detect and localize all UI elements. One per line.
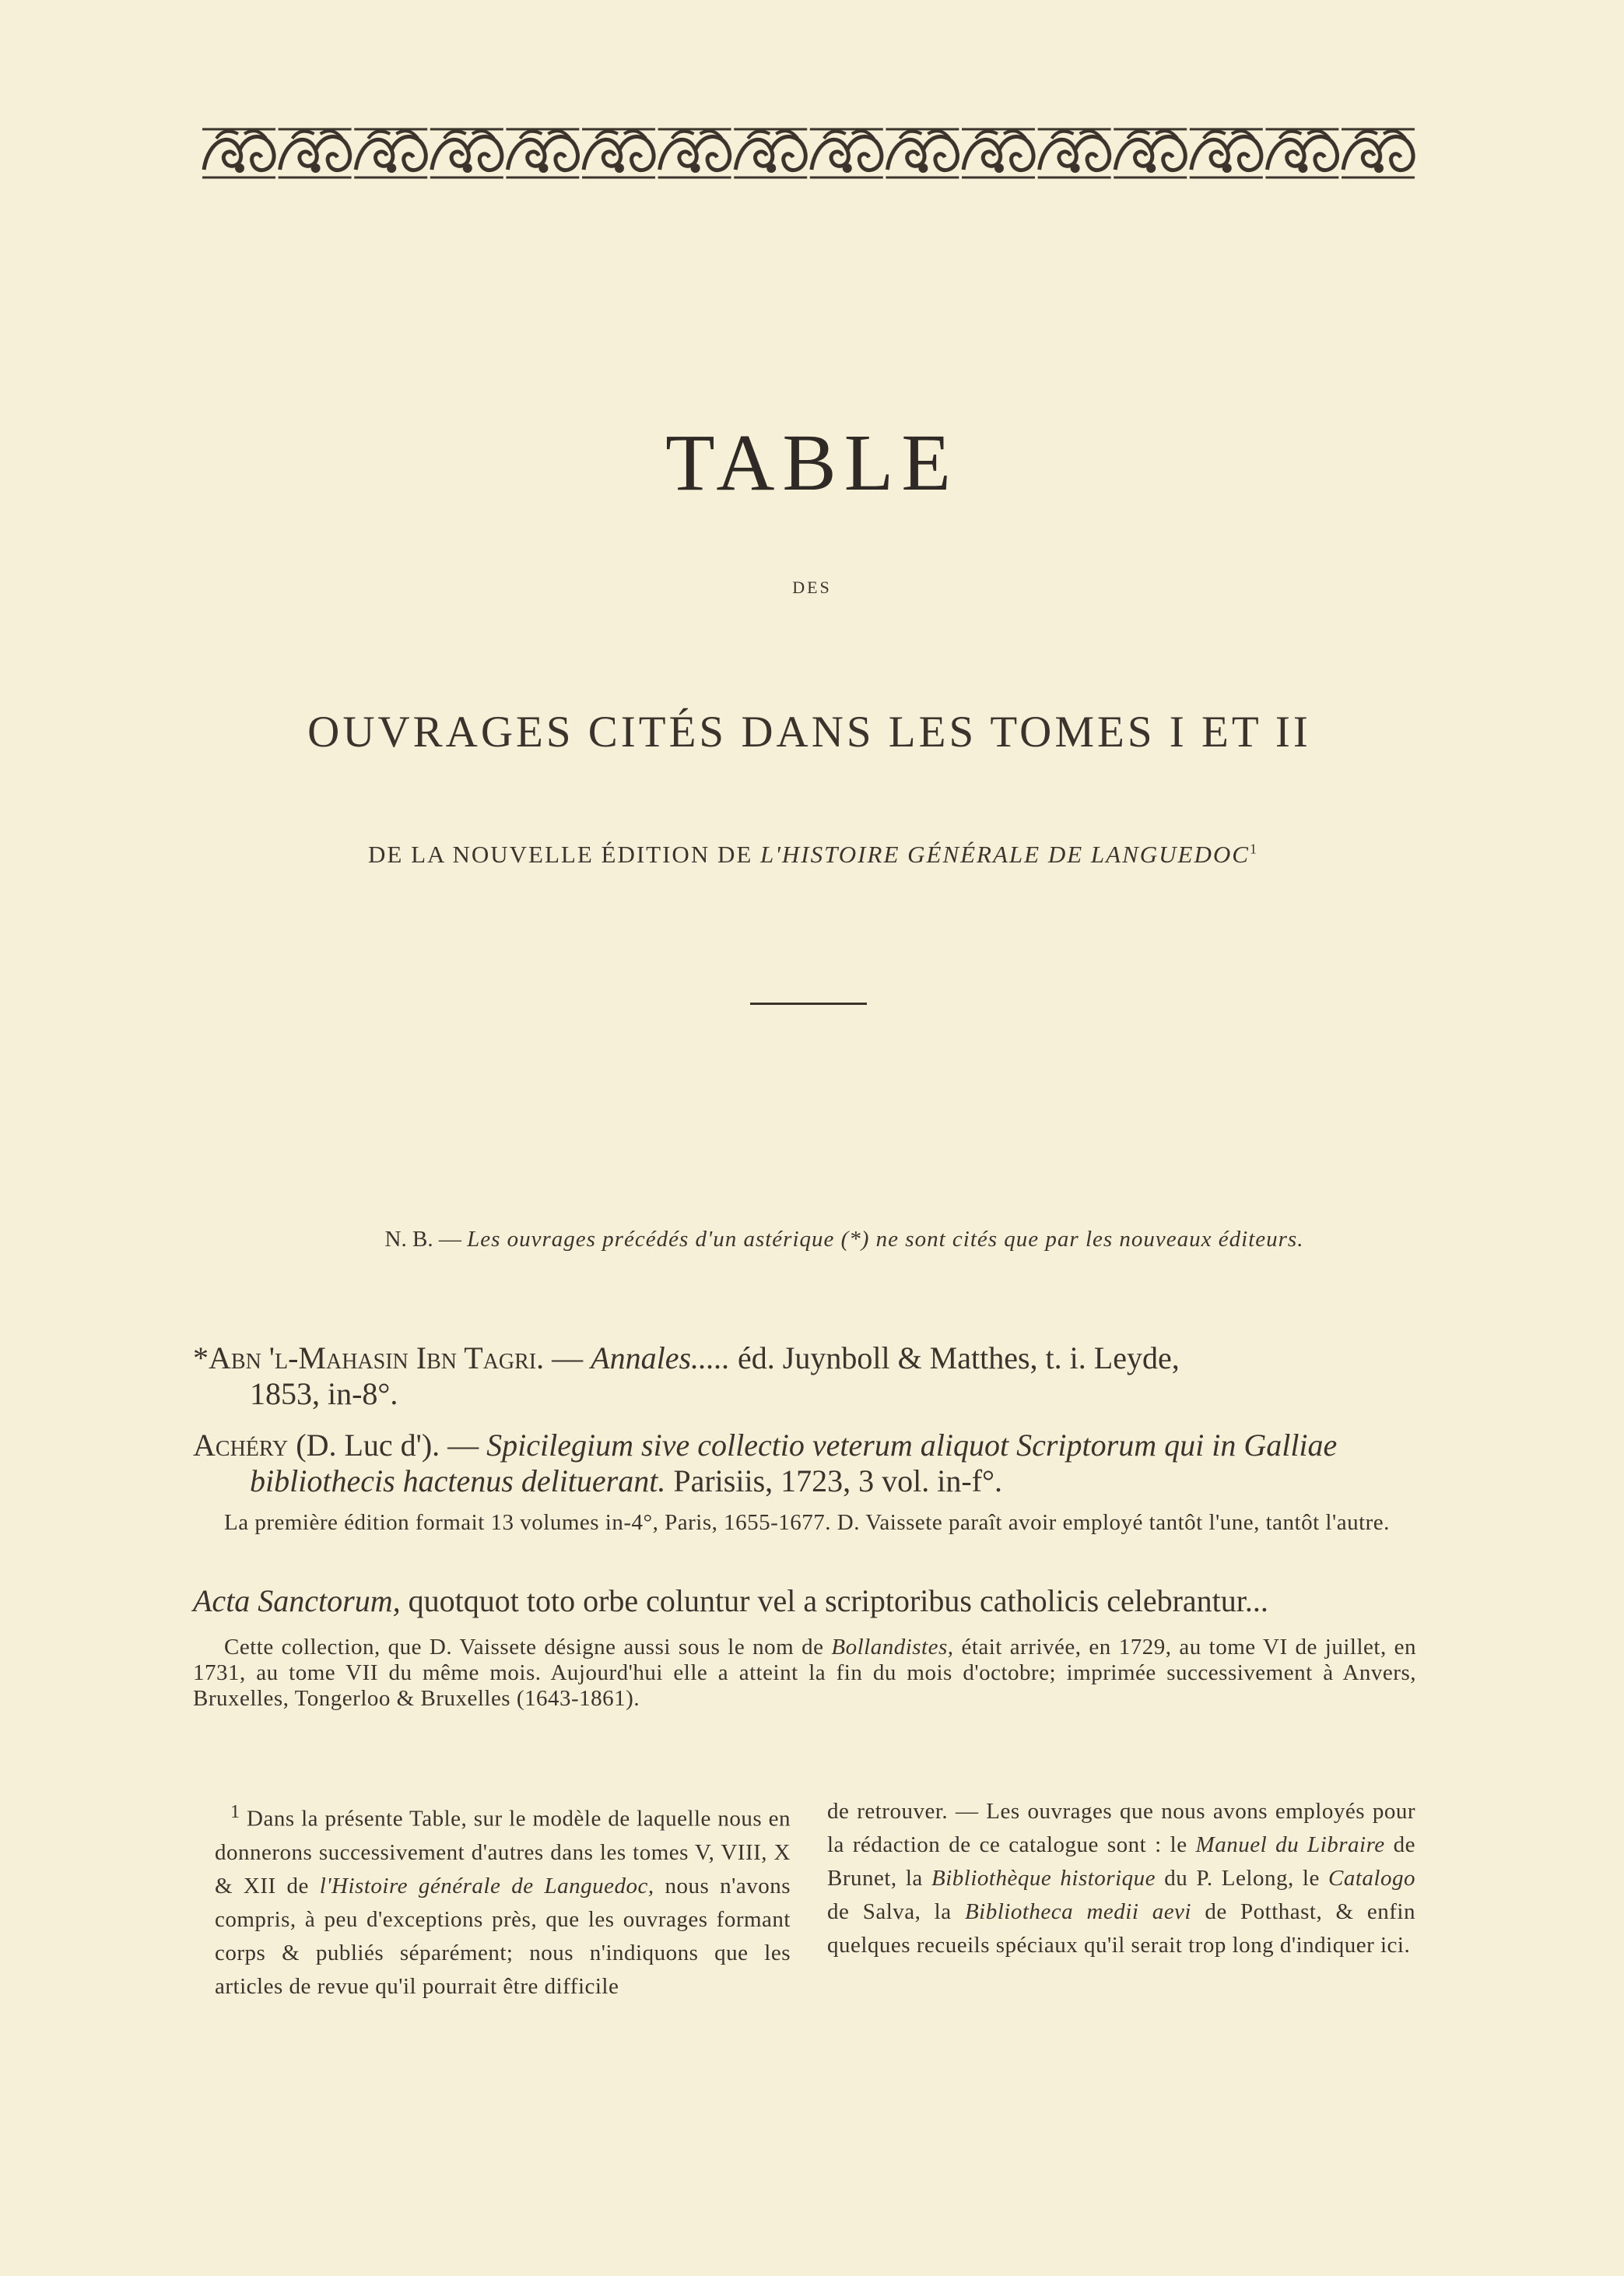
footnote-reference: 1 [1249, 841, 1258, 857]
entry-imprint: 1853, in-8°. [250, 1376, 398, 1411]
nota-bene [327, 1227, 1362, 1252]
edition-line [296, 841, 1331, 869]
entry-imprint: Parisiis, 1723, 3 vol. in-f°. [665, 1463, 1003, 1498]
entry-author: Achéry [193, 1428, 289, 1463]
note-text: Cette collection, que D. Vaissete désigne aussi sous le nom de [224, 1635, 832, 1660]
entry-note: La première édition formait 13 volumes in-4°, Paris, 1655-1677. D. Vaissete paraît avoir employé tantôt l'une, tantôt l'autre. [224, 1510, 1390, 1535]
footnote-text: de Salva, la [827, 1899, 965, 1924]
footnote-text: Dans la présente Table, sur le modèle de laquelle nous en donnerons successivement d'autres dans les tomes V, VIII, X & XII de [215, 1806, 791, 1898]
footnote-right-column [827, 1795, 1415, 1962]
page-subtitle: OUVRAGES CITÉS DANS LES TOMES I ET II [307, 708, 1311, 757]
footnote-left-column [215, 1795, 791, 2004]
entry-author-rest: (D. Luc d'). — [288, 1428, 487, 1463]
edition-work-title: L'HISTOIRE GÉNÉRALE DE LANGUEDOC [760, 841, 1250, 868]
entry-note [193, 1635, 1416, 1712]
footnote-text: de Potthast, & enfin quelques recueils spéciaux qu'il serait trop long d'indiquer ici. [827, 1899, 1415, 1958]
footnote-mark: 1 [230, 1801, 240, 1822]
entry-title: Spicilegium sive collectio veterum aliquot Scriptorum qui in Galliae [486, 1428, 1338, 1463]
entry-title: Acta Sanctorum, [193, 1583, 401, 1618]
divider-rule [750, 1003, 867, 1005]
footnote-italic: Catalogo [1328, 1866, 1415, 1891]
entry-details: quotquot toto orbe coluntur vel a scriptoribus catholicis celebrantur... [400, 1583, 1268, 1618]
edition-prefix: DE LA NOUVELLE ÉDITION DE [368, 841, 761, 868]
entry-title: Annales..... [591, 1340, 731, 1375]
entry-dash: — [544, 1340, 591, 1375]
title-connector: DES [792, 578, 832, 597]
footnote-text: de Brunet, la [827, 1832, 1416, 1891]
footnote-italic: Bibliothèque historique [931, 1866, 1156, 1891]
bibliography-entry [193, 1583, 1416, 1619]
decorative-ornament-band [201, 123, 1416, 184]
bibliography-entry [193, 1428, 1416, 1499]
entry-details: éd. Juynboll & Matthes, t. i. Leyde, [730, 1340, 1180, 1375]
nb-text: Les ouvrages précédés d'un astérique (*) ne sont cités que par les nouveaux éditeurs. [467, 1227, 1304, 1252]
footnote-text: du P. Lelong, le [1156, 1866, 1329, 1891]
page-title: TABLE [665, 418, 959, 508]
bibliography-entry [193, 1340, 1416, 1412]
footnote-italic: l'Histoire générale de Languedoc, [319, 1873, 654, 1898]
nb-label: N. B. — [384, 1227, 461, 1252]
footnote-text: de retrouver. — Les ouvrages que nous avons employés pour la rédaction de ce catalogue sont : le [827, 1799, 1415, 1857]
footnote-text: nous n'avons compris, à peu d'exceptions près, que les ouvrages formant corps & publiés séparément; nous n'indiquons que les articles de revue qu'il pourrait être difficile [215, 1873, 791, 1999]
footnote-italic: Bibliotheca medii aevi [964, 1899, 1191, 1924]
note-italic: Bollandistes, [831, 1635, 954, 1660]
footnote-italic: Manuel du Libraire [1195, 1832, 1385, 1857]
entry-author: *Abn 'l-Mahasin Ibn Tagri. [193, 1340, 545, 1375]
note-text: était arrivée, en 1729, au tome VI de juillet, en 1731, au tome VII du même mois. Aujourd'hui elle a atteint la fin du mois d'octobre; imprimée successivement à Anvers, Bruxelles, Tongerloo & Bruxelles (1643-1861). [193, 1635, 1416, 1711]
entry-title-cont: bibliothecis hactenus delituerant. [250, 1463, 666, 1498]
